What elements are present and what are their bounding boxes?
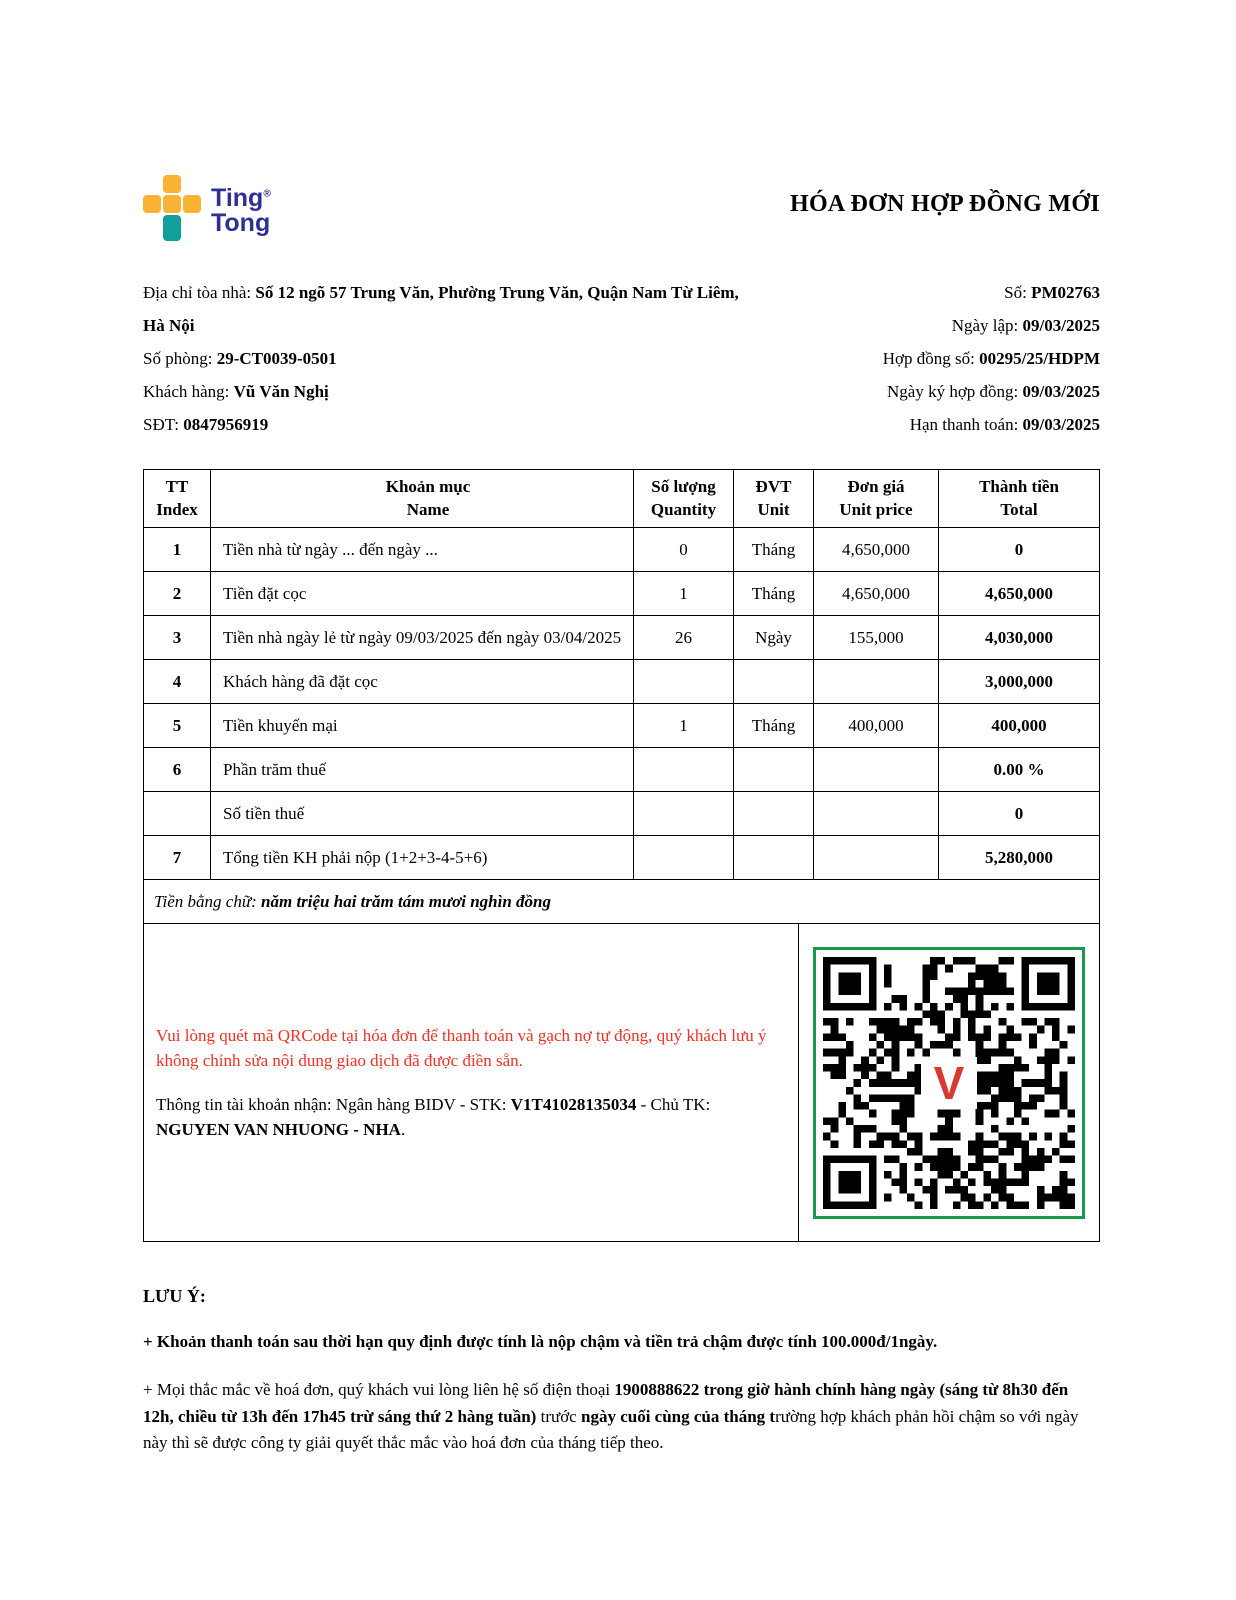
cell-price: 4,650,000	[814, 572, 939, 616]
info-label: SĐT:	[143, 415, 184, 434]
cell-unit: Tháng	[734, 572, 814, 616]
contract-sign-date-line	[883, 375, 1100, 408]
info-label: Hợp đồng số:	[882, 349, 980, 368]
vietqr-logo-icon: V	[921, 1057, 977, 1109]
tingtong-wordmark	[211, 186, 271, 235]
cell-qty	[634, 748, 734, 792]
tingtong-logo	[143, 175, 271, 246]
cell-qty: 1	[634, 704, 734, 748]
cell-tt: 3	[144, 616, 211, 660]
cell-price	[814, 836, 939, 880]
late-payment-note: + Khoản thanh toán sau thời hạn quy định được tính là nộp chậm và tiền trả chậm được tính 100.000đ/1ngày.	[143, 1332, 938, 1351]
info-value: 09/03/2025	[1022, 382, 1100, 401]
cell-qty: 26	[634, 616, 734, 660]
cell-unit: Tháng	[734, 528, 814, 572]
invoice-table-body	[144, 528, 1100, 880]
building-address-line	[143, 276, 743, 342]
cell-name: Phần trăm thuế	[211, 748, 634, 792]
invoice-table	[143, 469, 1100, 924]
tingtong-plus-icon	[143, 175, 201, 246]
cell-total: 0	[939, 792, 1100, 836]
column-header-index: TT Index	[144, 470, 211, 528]
info-value: 09/03/2025	[1022, 316, 1100, 335]
payment-box-text	[144, 924, 799, 1241]
cell-name: Tiền nhà từ ngày ... đến ngày ...	[211, 528, 634, 572]
cell-tt	[144, 792, 211, 836]
cell-tt: 2	[144, 572, 211, 616]
info-section	[143, 276, 1100, 441]
cell-unit	[734, 836, 814, 880]
cell-qty	[634, 836, 734, 880]
info-value: 00295/25/HDPM	[979, 349, 1100, 368]
info-left	[143, 276, 743, 441]
registered-mark: ®	[263, 188, 271, 200]
invoice-number-line	[883, 276, 1100, 309]
info-value: 09/03/2025	[1022, 415, 1100, 434]
table-row	[144, 836, 1100, 880]
cell-name: Tiền đặt cọc	[211, 572, 634, 616]
brand-name-top: Ting	[211, 184, 264, 212]
cell-price: 400,000	[814, 704, 939, 748]
cell-name: Khách hàng đã đặt cọc	[211, 660, 634, 704]
column-header-unit-price: Đơn giá Unit price	[814, 470, 939, 528]
bank-account-line: Thông tin tài khoản nhận: Ngân hàng BIDV - STK: V1T41028135034 - Chủ TK: NGUYEN VAN NHUONG - NHA.	[156, 1094, 711, 1139]
amount-in-words-cell	[144, 880, 1100, 924]
table-row	[144, 616, 1100, 660]
payment-box-qr-cell	[799, 924, 1099, 1241]
info-value: Vũ Văn Nghị	[233, 382, 329, 401]
cell-tt: 4	[144, 660, 211, 704]
cell-tt: 7	[144, 836, 211, 880]
notes-section	[143, 1286, 1100, 1456]
cell-total: 4,650,000	[939, 572, 1100, 616]
table-row	[144, 748, 1100, 792]
info-value: 0847956919	[183, 415, 269, 434]
info-label: Ngày lập:	[951, 316, 1023, 335]
cell-total: 400,000	[939, 704, 1100, 748]
table-row	[144, 660, 1100, 704]
cell-unit	[734, 748, 814, 792]
header	[143, 175, 1100, 246]
cell-price	[814, 660, 939, 704]
cell-qty: 0	[634, 528, 734, 572]
info-label: Hạn thanh toán:	[909, 415, 1023, 434]
cell-unit: Tháng	[734, 704, 814, 748]
info-right	[883, 276, 1100, 441]
invoice-content	[143, 0, 1100, 1456]
phone-line	[143, 408, 743, 441]
column-header-unit: ĐVT Unit	[734, 470, 814, 528]
payment-due-line	[883, 408, 1100, 441]
cell-name: Tổng tiền KH phải nộp (1+2+3-4-5+6)	[211, 836, 634, 880]
cell-qty	[634, 660, 734, 704]
cell-name: Tiền khuyến mại	[211, 704, 634, 748]
info-value: 29-CT0039-0501	[216, 349, 337, 368]
column-header-total: Thành tiền Total	[939, 470, 1100, 528]
table-row	[144, 792, 1100, 836]
amount-in-words-label: Tiền bằng chữ:	[154, 891, 262, 911]
cell-price	[814, 748, 939, 792]
table-header-row	[144, 470, 1100, 528]
page-title: HÓA ĐƠN HỢP ĐỒNG MỚI	[789, 191, 1100, 217]
cell-qty: 1	[634, 572, 734, 616]
cell-unit	[734, 660, 814, 704]
amount-in-words-value: năm triệu hai trăm tám mươi nghìn đồng	[261, 891, 551, 911]
column-header-name: Khoản mục Name	[211, 470, 634, 528]
table-row	[144, 528, 1100, 572]
payment-box	[143, 924, 1100, 1242]
qr-payment-notice: Vui lòng quét mã QRCode tại hóa đơn để thanh toán và gạch nợ tự động, quý khách lưu ý không chỉnh sửa nội dung giao dịch đã được điền sẵn.	[156, 1025, 767, 1070]
cell-total: 5,280,000	[939, 836, 1100, 880]
cell-price: 4,650,000	[814, 528, 939, 572]
info-label: Số phòng:	[143, 349, 217, 368]
room-number-line	[143, 342, 743, 375]
info-label: Khách hàng:	[143, 382, 234, 401]
invoice-table-foot	[144, 880, 1100, 924]
cell-qty	[634, 792, 734, 836]
cell-total: 0.00 %	[939, 748, 1100, 792]
info-label: Số:	[1004, 283, 1032, 302]
table-row	[144, 572, 1100, 616]
brand-name-bottom: Tong	[211, 208, 271, 237]
cell-tt: 5	[144, 704, 211, 748]
info-value: Số 12 ngõ 57 Trung Văn, Phường Trung Văn, Quận Nam Từ Liêm, Hà Nội	[143, 283, 739, 335]
cell-unit: Ngày	[734, 616, 814, 660]
customer-name-line	[143, 375, 743, 408]
cell-total: 3,000,000	[939, 660, 1100, 704]
support-note: + Mọi thắc mắc về hoá đơn, quý khách vui lòng liên hệ số điện thoại 1900888622 trong giờ hành chính hàng ngày (sáng từ 8h30 đến 12h, chiều từ 13h đến 17h45 trừ sáng thứ 2 hàng tuần) trước ngày cuối cùng của tháng trường hợp khách phản hồi chậm so với ngày này thì sẽ được công ty giải quyết thắc mắc vào hoá đơn của tháng tiếp theo.	[143, 1380, 1079, 1453]
cell-total: 0	[939, 528, 1100, 572]
column-header-quantity: Số lượng Quantity	[634, 470, 734, 528]
info-label: Ngày ký hợp đồng:	[887, 382, 1023, 401]
amount-in-words-row	[144, 880, 1100, 924]
table-row	[144, 704, 1100, 748]
cell-price: 155,000	[814, 616, 939, 660]
issue-date-line	[883, 309, 1100, 342]
cell-name: Số tiền thuế	[211, 792, 634, 836]
notes-title: LƯU Ý:	[143, 1286, 206, 1306]
info-value: PM02763	[1031, 283, 1100, 302]
cell-total: 4,030,000	[939, 616, 1100, 660]
cell-unit	[734, 792, 814, 836]
qr-code	[813, 947, 1085, 1219]
contract-number-line	[883, 342, 1100, 375]
cell-tt: 1	[144, 528, 211, 572]
info-label: Địa chỉ tòa nhà:	[143, 283, 256, 302]
invoice-table-head	[144, 470, 1100, 528]
cell-name: Tiền nhà ngày lẻ từ ngày 09/03/2025 đến ngày 03/04/2025	[211, 616, 634, 660]
cell-price	[814, 792, 939, 836]
cell-tt: 6	[144, 748, 211, 792]
